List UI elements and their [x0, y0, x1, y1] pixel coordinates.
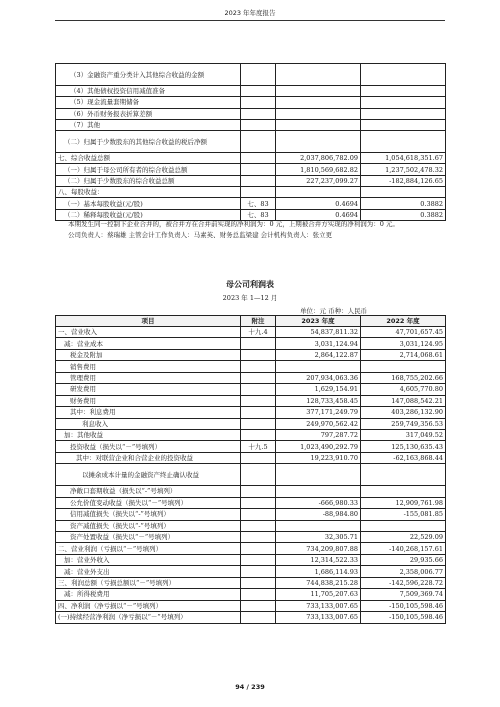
row-label: （一）归属于母公司所有者的综合收益总额 [56, 164, 241, 175]
table-row [56, 520, 446, 531]
row-label: 八、每股收益： [56, 187, 241, 198]
table-row [56, 64, 446, 86]
table-row [56, 119, 446, 130]
row-value-2022 [361, 97, 446, 108]
row-note [241, 520, 276, 531]
row-label: 一、营业收入 [56, 327, 241, 338]
row-label: 七、综合收益总额 [56, 153, 241, 164]
row-value-2023: 744,838,215.28 [276, 577, 361, 588]
table-row [56, 131, 446, 153]
row-value-2022: 403,286,132.90 [361, 407, 446, 418]
row-value-2022 [361, 131, 446, 153]
row-note [241, 338, 276, 349]
table-row [56, 349, 446, 360]
table-row [56, 464, 446, 486]
row-value-2023 [276, 119, 361, 130]
row-label: 加：其他收益 [56, 429, 241, 440]
table-row [56, 566, 446, 577]
statement-period: 2023 年 1—12 月 [222, 294, 278, 302]
row-note [241, 361, 276, 372]
table-row [56, 338, 446, 349]
row-note [241, 429, 276, 440]
row-value-2023: 1,023,490,292.79 [276, 441, 361, 452]
table-row [56, 108, 446, 119]
table-row [56, 429, 446, 440]
row-value-2022 [361, 86, 446, 97]
income-statement-continued-table [55, 63, 446, 221]
parent-income-statement-table [55, 315, 446, 624]
row-value-2022: 47,701,657.45 [361, 327, 446, 338]
row-label: 四、净利润（净亏损以“－”号填列） [56, 600, 241, 611]
row-note: 十九.5 [241, 441, 276, 452]
row-label: 资产减值损失（损失以“-”号填列） [56, 520, 241, 531]
row-label: 三、利润总额（亏损总额以“－”号填列） [56, 577, 241, 588]
row-value-2023: 733,133,007.65 [276, 600, 361, 611]
table-row [56, 543, 446, 554]
row-value-2022 [361, 486, 446, 497]
row-note [241, 175, 276, 186]
row-label: （二）归属于少数股东的综合收益总额 [56, 175, 241, 186]
row-value-2022: -62,163,868.44 [361, 452, 446, 463]
row-note: 七、83 [241, 209, 276, 220]
row-note [241, 153, 276, 164]
table-row [56, 384, 446, 395]
merger-note: 本期发生同一控制下企业合并的，被合并方在合并前实现的净利润为：0 元，上期被合并方实现的净利润为：0 元。 [68, 220, 399, 228]
row-note [241, 589, 276, 600]
row-label: 减：营业外支出 [56, 566, 241, 577]
row-label: 研发费用 [56, 384, 241, 395]
row-value-2023: 734,209,807.88 [276, 543, 361, 554]
row-value-2023: 1,810,569,682.82 [276, 164, 361, 175]
row-value-2023: 207,934,063.36 [276, 372, 361, 383]
row-note [241, 600, 276, 611]
row-label: 信用减值损失（损失以“-”号填列） [56, 509, 241, 520]
row-value-2023 [276, 464, 361, 486]
page-header: 2023 年年度报告 [224, 9, 276, 17]
row-value-2023: 19,223,910.70 [276, 452, 361, 463]
row-value-2022 [361, 119, 446, 130]
row-value-2022: -150,105,598.46 [361, 612, 446, 623]
row-note [241, 349, 276, 360]
row-note [241, 486, 276, 497]
row-value-2023: 0.4694 [276, 198, 361, 209]
row-label: (一)持续经营净利润（净亏损以“－”号填列） [56, 612, 241, 623]
row-value-2023: 3,031,124.94 [276, 338, 361, 349]
table-row [56, 612, 446, 623]
row-value-2023 [276, 86, 361, 97]
row-value-2023: 2,037,806,782.09 [276, 153, 361, 164]
row-value-2023 [276, 131, 361, 153]
row-note [241, 554, 276, 565]
row-value-2022: -155,081.85 [361, 509, 446, 520]
row-value-2022: -140,268,157.61 [361, 543, 446, 554]
row-label: （5）现金流量套期储备 [56, 97, 241, 108]
row-value-2023 [276, 108, 361, 119]
row-label: 财务费用 [56, 395, 241, 406]
row-value-2022: -150,105,598.46 [361, 600, 446, 611]
row-note [241, 418, 276, 429]
row-label: （3）金融资产重分类计入其他综合收益的金额 [56, 64, 241, 86]
row-value-2022: 168,755,202.66 [361, 372, 446, 383]
table-row [56, 198, 446, 209]
row-note [241, 566, 276, 577]
table-row [56, 395, 446, 406]
row-label: （二）归属于少数股东的其他综合收益的税后净额 [56, 131, 241, 153]
table-row [56, 86, 446, 97]
header-2023: 2023 年度 [276, 316, 361, 327]
notes-block [55, 219, 445, 241]
row-note [241, 108, 276, 119]
row-label: 其中：对联营企业和合营企业的投资收益 [56, 452, 241, 463]
row-note [241, 464, 276, 486]
row-value-2023: -88,984.80 [276, 509, 361, 520]
row-value-2023: 11,705,207.63 [276, 589, 361, 600]
row-value-2023 [276, 520, 361, 531]
row-value-2023: 0.4694 [276, 209, 361, 220]
table-header-row [56, 316, 446, 327]
row-label: 公允价值变动收益（损失以“－”号填列） [56, 497, 241, 508]
row-note [241, 577, 276, 588]
row-value-2022: 0.3882 [361, 198, 446, 209]
table-row [56, 589, 446, 600]
table-row [56, 97, 446, 108]
table-row [56, 441, 446, 452]
row-value-2022: 1,054,618,351.67 [361, 153, 446, 164]
header-note: 附注 [241, 316, 276, 327]
table-row [56, 554, 446, 565]
row-note [241, 532, 276, 543]
row-note [241, 97, 276, 108]
table-row [56, 600, 446, 611]
table-row [56, 327, 446, 338]
row-value-2023 [276, 187, 361, 198]
row-value-2023: 733,133,007.65 [276, 612, 361, 623]
row-label: 减：营业成本 [56, 338, 241, 349]
row-label: 利息收入 [56, 418, 241, 429]
row-note [241, 384, 276, 395]
row-label: 资产处置收益（损失以“－”号填列） [56, 532, 241, 543]
row-label: （6）外币财务报表折算差额 [56, 108, 241, 119]
table-row [56, 153, 446, 164]
row-value-2023: 797,287.72 [276, 429, 361, 440]
table-row [56, 407, 446, 418]
row-note [241, 372, 276, 383]
row-value-2023: 12,314,522.33 [276, 554, 361, 565]
row-value-2022: 22,529.09 [361, 532, 446, 543]
row-value-2022: 125,130,635.43 [361, 441, 446, 452]
row-note [241, 119, 276, 130]
table-row [56, 452, 446, 463]
statement-title: 母公司利润表 [226, 280, 274, 289]
row-note [241, 452, 276, 463]
row-value-2023: -666,980.33 [276, 497, 361, 508]
row-value-2023 [276, 97, 361, 108]
row-value-2022 [361, 464, 446, 486]
table-row [56, 175, 446, 186]
row-value-2023: 377,171,249.79 [276, 407, 361, 418]
row-note [241, 407, 276, 418]
row-value-2022: 2,714,068.61 [361, 349, 446, 360]
row-note [241, 64, 276, 86]
row-value-2022: -182,884,126.65 [361, 175, 446, 186]
row-value-2022: 0.3882 [361, 209, 446, 220]
row-value-2023 [276, 64, 361, 86]
header-item: 项目 [56, 316, 241, 327]
row-label: 其中：利息费用 [56, 407, 241, 418]
row-value-2022 [361, 108, 446, 119]
row-value-2022: 259,749,356.53 [361, 418, 446, 429]
row-value-2022 [361, 187, 446, 198]
row-note [241, 612, 276, 623]
row-label: （二）稀释每股收益(元/股) [56, 209, 241, 220]
row-label: 加：营业外收入 [56, 554, 241, 565]
row-value-2023: 32,305.71 [276, 532, 361, 543]
row-label: 管理费用 [56, 372, 241, 383]
table-row [56, 497, 446, 508]
row-note [241, 187, 276, 198]
row-value-2023: 1,629,154.91 [276, 384, 361, 395]
row-label: （一）基本每股收益(元/股) [56, 198, 241, 209]
table-row [56, 164, 446, 175]
row-label: 税金及附加 [56, 349, 241, 360]
row-value-2022: 12,909,761.98 [361, 497, 446, 508]
row-value-2023: 1,686,114.93 [276, 566, 361, 577]
header-2022: 2022 年度 [361, 316, 446, 327]
row-value-2022 [361, 361, 446, 372]
row-note [241, 543, 276, 554]
row-label: 二、营业利润（亏损以“－”号填列） [56, 543, 241, 554]
page-number: 94 / 239 [235, 683, 265, 691]
table-row [56, 361, 446, 372]
row-note [241, 509, 276, 520]
row-value-2022: 2,358,006.77 [361, 566, 446, 577]
row-value-2023: 128,733,458.45 [276, 395, 361, 406]
row-value-2022: -142,596,228.72 [361, 577, 446, 588]
row-value-2022: 147,088,542.21 [361, 395, 446, 406]
row-value-2023: 227,237,099.27 [276, 175, 361, 186]
row-label: （4）其他债权投资信用减值准备 [56, 86, 241, 97]
row-value-2022: 4,605,770.80 [361, 384, 446, 395]
row-value-2023 [276, 361, 361, 372]
row-note: 十九.4 [241, 327, 276, 338]
row-label: 投资收益（损失以“－”号填列） [56, 441, 241, 452]
row-note [241, 497, 276, 508]
table-row [56, 486, 446, 497]
row-label: 以摊余成本计量的金融资产终止确认收益 [56, 464, 241, 486]
currency-unit: 单位：元 币种：人民币 [300, 307, 368, 315]
row-label: 销售费用 [56, 361, 241, 372]
row-value-2022 [361, 64, 446, 86]
row-note [241, 164, 276, 175]
row-note: 七、83 [241, 198, 276, 209]
row-label: 净敞口套期收益（损失以“-”号填列） [56, 486, 241, 497]
row-value-2022: 317,049.52 [361, 429, 446, 440]
row-value-2022: 29,935.66 [361, 554, 446, 565]
row-value-2023: 249,970,562.42 [276, 418, 361, 429]
row-value-2022 [361, 520, 446, 531]
row-value-2023: 54,837,811.32 [276, 327, 361, 338]
row-value-2022: 7,509,369.74 [361, 589, 446, 600]
table-row [56, 532, 446, 543]
row-value-2022: 1,237,502,478.32 [361, 164, 446, 175]
row-value-2023: 2,864,122.87 [276, 349, 361, 360]
row-note [241, 131, 276, 153]
row-label: （7）其他 [56, 119, 241, 130]
row-note [241, 395, 276, 406]
signature-line: 公司负责人：蔡瑞雄 主管会计工作负责人：马素英、财务总监梁建 会计机构负责人：张立更 [68, 231, 333, 239]
table-row [56, 577, 446, 588]
row-note [241, 86, 276, 97]
header-divider [55, 20, 445, 21]
row-value-2023 [276, 486, 361, 497]
row-label: 减：所得税费用 [56, 589, 241, 600]
row-value-2022: 3,031,124.95 [361, 338, 446, 349]
table-row [56, 418, 446, 429]
table-row [56, 187, 446, 198]
table-row [56, 372, 446, 383]
table-row [56, 509, 446, 520]
